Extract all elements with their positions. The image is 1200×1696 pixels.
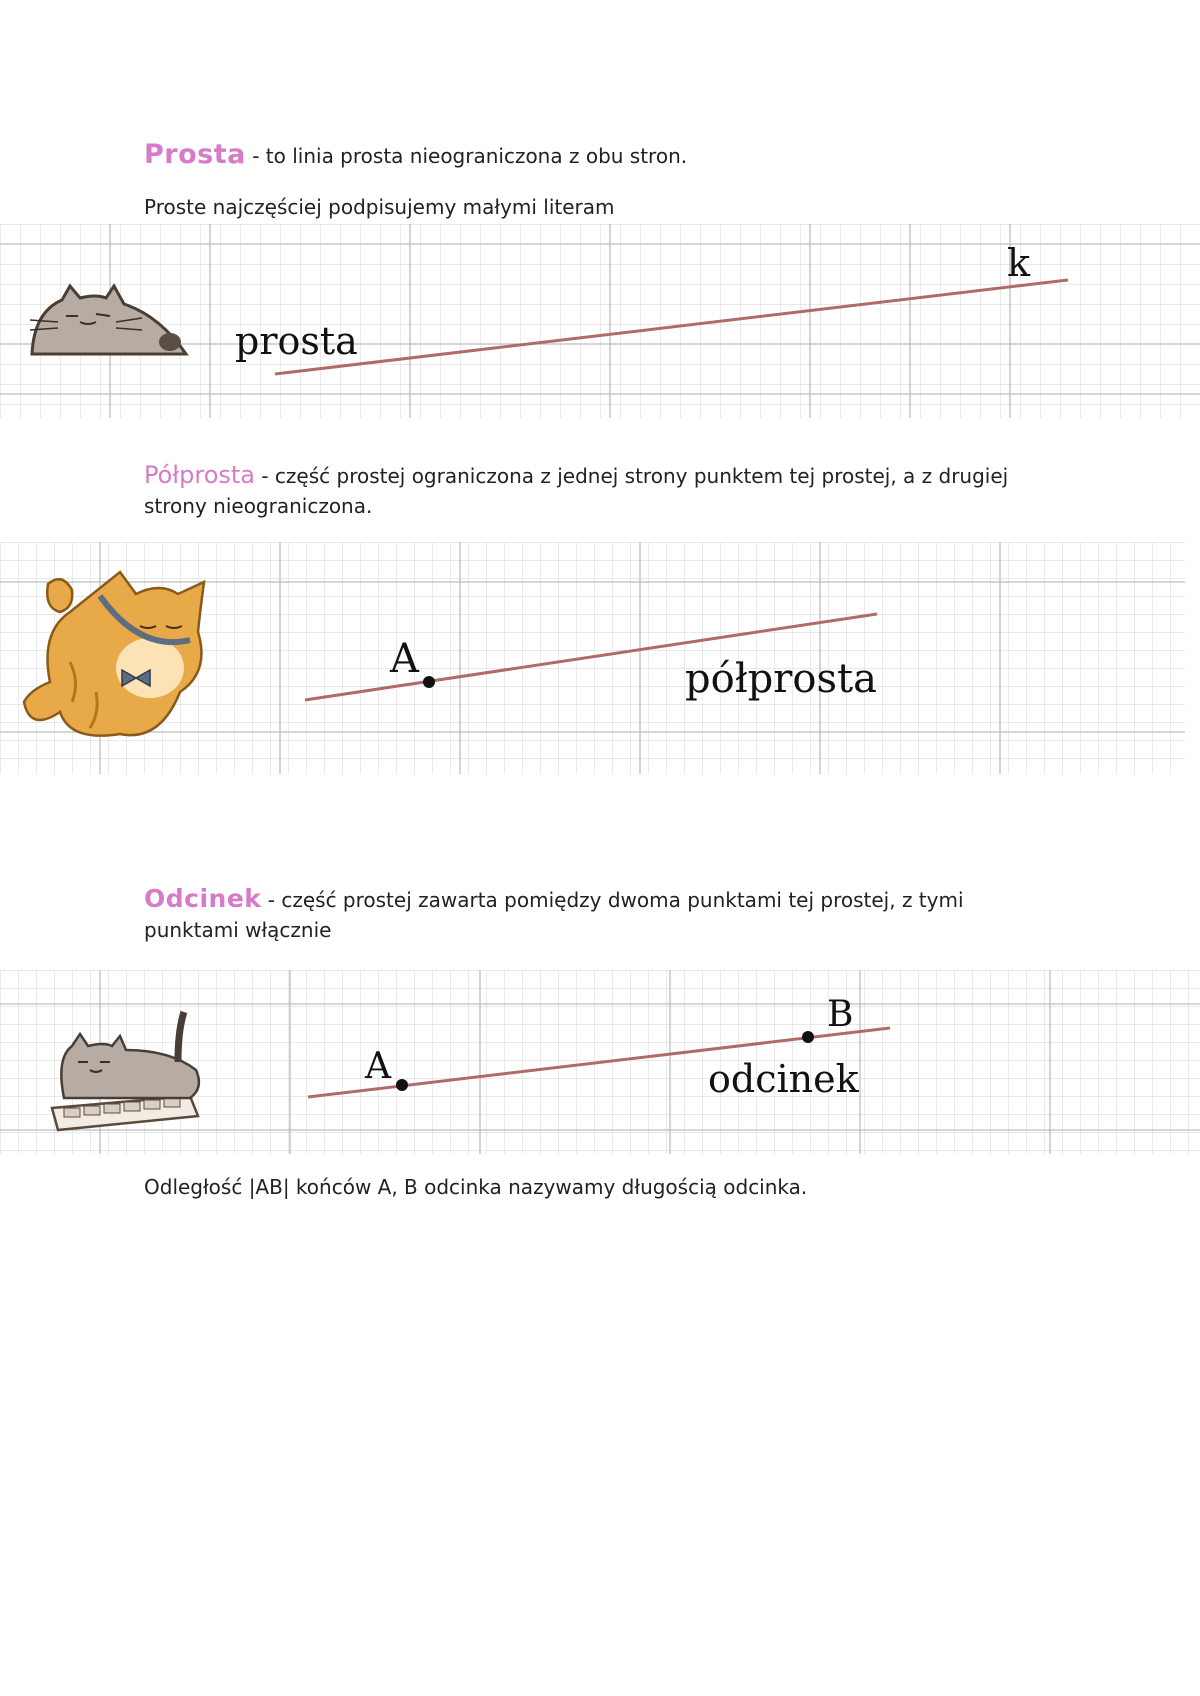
polprosta-word-label: półprosta <box>685 656 877 702</box>
odcinek-point-a <box>396 1079 408 1091</box>
polprosta-term: Półprosta <box>144 461 255 489</box>
prosta-note: Proste najczęściej podpisujemy małymi literam <box>144 195 615 219</box>
odcinek-grid-svg <box>0 970 1200 1154</box>
polprosta-point-a-label: A <box>390 636 419 682</box>
prosta-letter-label: k <box>1007 241 1031 285</box>
odcinek-definition <box>144 884 1064 945</box>
odcinek-diagram <box>0 970 1200 1154</box>
odcinek-definition-text: - część prostej zawarta pomiędzy dwoma punktami tej prostej, z tymi punktami włącznie <box>144 888 964 942</box>
odcinek-note: Odległość |AB| końców A, B odcinka nazywamy długością odcinka. <box>144 1175 808 1199</box>
polprosta-point-a <box>423 676 435 688</box>
odcinek-point-a-label: A <box>365 1046 391 1087</box>
polprosta-definition <box>144 460 1064 521</box>
prosta-diagram <box>0 224 1200 418</box>
odcinek-word-label: odcinek <box>708 1057 859 1101</box>
odcinek-point-b-label: B <box>827 994 854 1035</box>
polprosta-diagram <box>0 542 1200 774</box>
odcinek-point-b <box>802 1031 814 1043</box>
prosta-grid-svg <box>0 224 1200 418</box>
polprosta-grid-svg <box>0 542 1200 774</box>
odcinek-term: Odcinek <box>144 884 262 913</box>
prosta-definition <box>144 140 1064 171</box>
prosta-term: Prosta <box>144 139 246 170</box>
polprosta-definition-text: - część prostej ograniczona z jednej strony punktem tej prostej, a z drugiej strony nieograniczona. <box>144 464 1009 518</box>
prosta-word-label: prosta <box>235 319 358 363</box>
prosta-definition-text: - to linia prosta nieograniczona z obu stron. <box>245 144 688 168</box>
